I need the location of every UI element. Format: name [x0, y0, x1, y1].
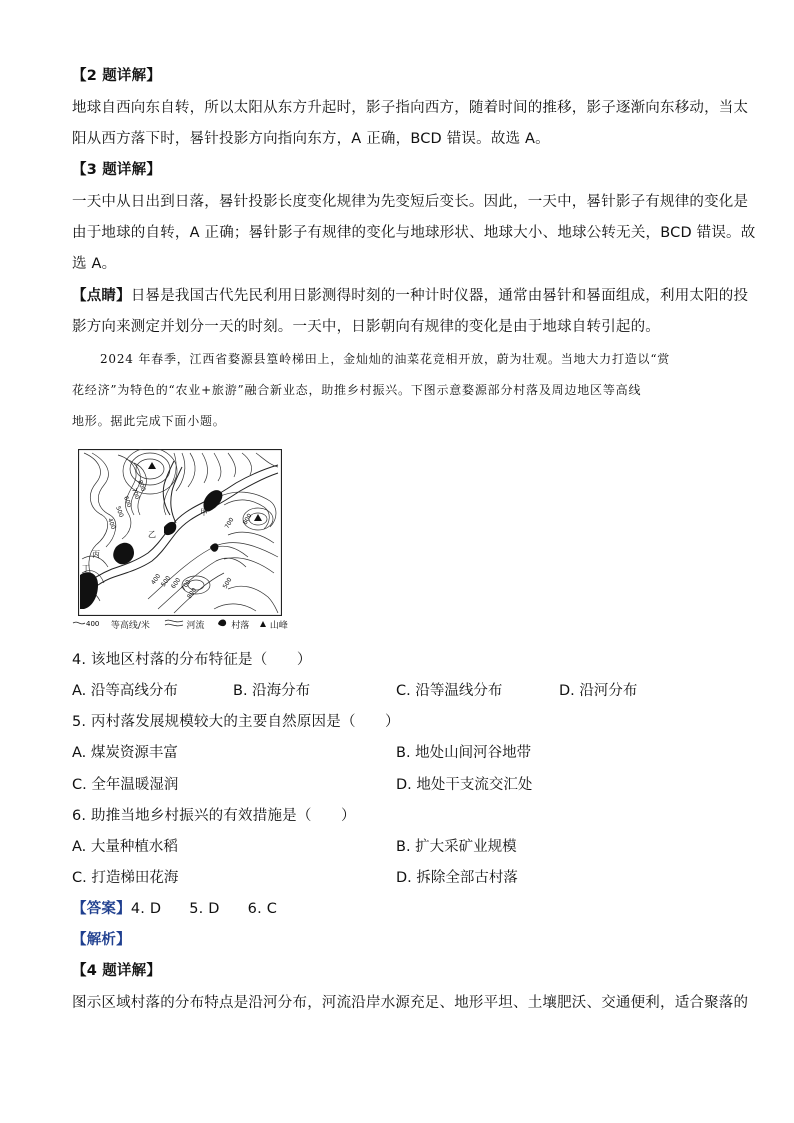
passage-line1: 2024 年春季，江西省婺源县篁岭梯田上，金灿灿的油菜花竞相开放，蔚为壮观。当地大力打造以“赏 [100, 352, 671, 366]
label-jia: 甲 [200, 508, 208, 517]
label-bing: 丙 [92, 550, 100, 559]
q6-option-b: B. 扩大采矿业规模 [396, 839, 517, 855]
q5-option-d: D. 地处干支流交汇处 [396, 777, 533, 793]
village-legend-label: 村落 [231, 620, 250, 631]
q5-option-b: B. 地处山间河谷地带 [396, 745, 532, 761]
question-6-stem: 6. 助推当地乡村振兴的有效措施是（ ） [72, 808, 356, 824]
contour-label: 700 [223, 516, 236, 530]
river-legend-icon [164, 618, 184, 633]
contour-label: 700 [179, 578, 193, 593]
q5-option-a: A. 煤炭资源丰富 [72, 745, 178, 761]
question-4-stem: 4. 该地区村落的分布特征是（ ） [72, 652, 312, 668]
contour-label: 600 [122, 495, 133, 509]
q4-option-b: B. 沿海分布 [233, 683, 311, 699]
contour-label: 800 [185, 586, 199, 601]
q4-option-d: D. 沿河分布 [559, 683, 638, 699]
map-legend [72, 618, 312, 632]
contour-label: 500 [159, 574, 173, 589]
q4-analysis-line1: 图示区域村落的分布特点是沿河分布，河流沿岸水源充足、地形平坦、土壤肥沃、交通便利，适合聚落的 [72, 995, 749, 1011]
analysis-label: 【解析】 [72, 932, 131, 948]
answer-4: 4. D [130, 901, 162, 917]
q2-heading: 【2 题详解】 [72, 68, 162, 84]
contour-label: 700 [130, 487, 141, 501]
q6-option-c: C. 打造梯田花海 [72, 870, 179, 886]
q4-analysis-heading: 【4 题详解】 [72, 963, 162, 979]
answer-line [72, 899, 732, 919]
contour-label: 500 [114, 505, 125, 519]
q6-option-a: A. 大量种植水稻 [72, 839, 178, 855]
q3-text-line1: 一天中从日出到日落，晷针投影长度变化规律为先变短后变长。因此，一天中，晷针影子有规律的变化是 [72, 194, 749, 210]
tip-text-line1: 日晷是我国古代先民利用日影测得时刻的一种计时仪器，通常由晷针和晷面组成，利用太阳的投 [130, 288, 749, 304]
answer-label: 【答案】 [72, 901, 131, 917]
peak-legend-icon [259, 619, 267, 633]
q5-option-c: C. 全年温暖湿润 [72, 777, 179, 793]
label-yi: 乙 [148, 530, 156, 539]
village-legend-icon [216, 618, 228, 633]
q3-text-line3: 选 A。 [72, 256, 117, 272]
label-ding: 丁 [82, 564, 90, 573]
contour-label: 800 [241, 512, 254, 526]
contour-label: 400 [106, 517, 117, 531]
contour-legend-icon [72, 618, 108, 633]
tip-line1 [72, 286, 749, 306]
contour-label: 500 [221, 576, 234, 590]
q2-text-line1: 地球自西向东自转，所以太阳从东方升起时，影子指向西方，随着时间的推移，影子逐渐向东移动，当太 [72, 100, 749, 116]
tip-text-line2: 影方向来测定并划分一天的时刻。一天中，日影朝向有规律的变化是由于地球自转引起的。 [72, 319, 660, 335]
answer-6: 6. C [247, 901, 278, 917]
q3-text-line2: 由于地球的自转，A 正确；晷针影子有规律的变化与地球形状、地球大小、地球公转无关，BCD 错误。故 [72, 225, 756, 241]
passage-line2: 花经济”为特色的“农业+旅游”融合新业态，助推乡村振兴。下图示意婺源部分村落及周边地区等高线 [72, 383, 642, 397]
peak-legend-label: 山峰 [269, 620, 288, 631]
answer-5: 5. D [189, 901, 220, 917]
contour-label: 400 [149, 572, 163, 587]
contour-legend-label: 等高线/米 [110, 620, 150, 631]
q6-option-d: D. 拆除全部古村落 [396, 870, 518, 886]
contour-label: 600 [169, 576, 183, 591]
q4-option-a: A. 沿等高线分布 [72, 683, 178, 699]
contour-label: 800 [136, 479, 147, 493]
tip-heading: 【点睛】 [72, 288, 131, 304]
question-5-stem: 5. 丙村落发展规模较大的主要自然原因是（ ） [72, 714, 400, 730]
contour-map [78, 449, 282, 616]
q3-heading: 【3 题详解】 [72, 162, 162, 178]
q4-option-c: C. 沿等温线分布 [396, 683, 503, 699]
q2-text-line2: 阳从西方落下时，晷针投影方向指向东方，A 正确，BCD 错误。故选 A。 [72, 131, 550, 147]
svg-text:400: 400 [86, 620, 100, 628]
river-legend-label: 河流 [186, 620, 205, 631]
passage-line3: 地形。据此完成下面小题。 [72, 414, 226, 428]
